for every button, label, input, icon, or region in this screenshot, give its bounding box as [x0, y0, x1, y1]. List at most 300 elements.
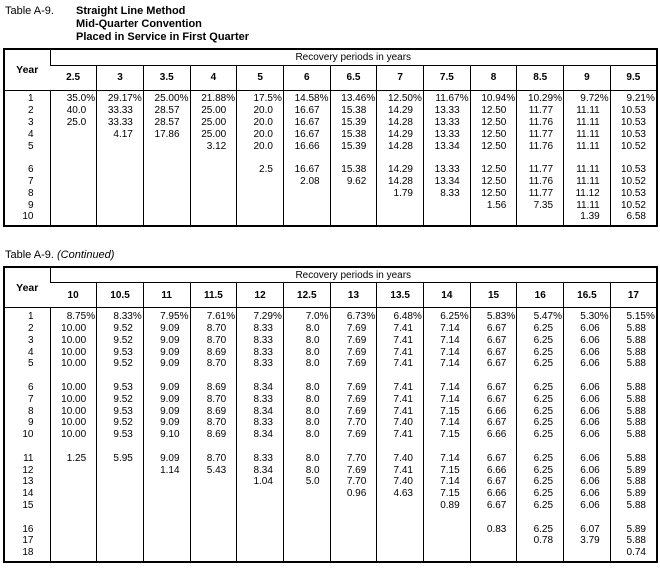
year-cell: 16 — [22, 523, 34, 535]
rate-cell: 9.72% — [564, 93, 611, 105]
rate-cell: 14.29 — [377, 164, 424, 176]
rate-cell: 25.00 — [190, 105, 237, 117]
table-number: Table A-9. — [5, 5, 54, 17]
empty-cell — [470, 223, 517, 226]
year-cell: 12 — [22, 464, 34, 476]
rate-cell — [143, 176, 190, 188]
rate-cell: 8.33 — [237, 452, 284, 464]
rate-cell: 8.33 — [237, 346, 284, 358]
rate-cell — [190, 187, 237, 199]
rate-cell: 20.0 — [237, 140, 284, 152]
empty-cell — [330, 152, 377, 164]
rate-cell: 10.00 — [50, 393, 97, 405]
table-row — [4, 417, 657, 429]
rate-cell: 10.53 — [610, 187, 657, 199]
table-row — [4, 199, 657, 211]
rate-cell — [97, 211, 144, 223]
rate-cell: 9.09 — [143, 382, 190, 394]
rate-cell: 10.53 — [610, 164, 657, 176]
rate-cell: 7.69 — [330, 405, 377, 417]
rate-cell: 7.41 — [377, 358, 424, 370]
title-line-method: Straight Line Method — [76, 5, 186, 17]
rate-cell — [97, 547, 144, 559]
title-line-quarter: Placed in Service in First Quarter — [76, 31, 250, 43]
rate-cell: 11.11 — [564, 199, 611, 211]
table-row — [4, 488, 657, 500]
rate-cell: 6.06 — [564, 429, 611, 441]
rate-cell: 9.09 — [143, 405, 190, 417]
rate-cell: 11.76 — [517, 176, 564, 188]
empty-cell — [190, 152, 237, 164]
rate-cell: 9.21% — [610, 93, 657, 105]
rate-cell: 8.0 — [283, 334, 330, 346]
rate-cell: 5.88 — [610, 358, 657, 370]
rate-cell: 9.09 — [143, 323, 190, 335]
empty-cell — [190, 511, 237, 523]
rate-cell: 6.06 — [564, 452, 611, 464]
table-row — [4, 476, 657, 488]
empty-cell — [237, 511, 284, 523]
year-cell: 9 — [27, 417, 34, 429]
rate-cell: 8.33 — [424, 187, 471, 199]
rate-cell: 2.08 — [283, 176, 330, 188]
rate-cell: 8.70 — [190, 323, 237, 335]
rate-cell — [470, 535, 517, 547]
rate-cell — [143, 535, 190, 547]
rate-cell — [424, 211, 471, 223]
rate-cell — [237, 187, 284, 199]
rate-cell: 8.70 — [190, 393, 237, 405]
rate-cell — [143, 488, 190, 500]
year-cell: 18 — [22, 547, 34, 559]
empty-cell — [190, 223, 237, 226]
rate-cell — [330, 535, 377, 547]
rate-cell: 8.34 — [237, 464, 284, 476]
year-cell: 5 — [27, 140, 34, 152]
year-cell: 14 — [22, 488, 34, 500]
year-cell: 9 — [27, 199, 34, 211]
rate-cell — [190, 488, 237, 500]
rate-cell — [143, 523, 190, 535]
rate-cell: 6.67 — [470, 452, 517, 464]
recovery-period-column-header: 16 — [517, 283, 564, 308]
rate-cell: 8.33 — [237, 417, 284, 429]
rate-cell: 5.88 — [610, 500, 657, 512]
rate-cell: 35.0% — [50, 93, 97, 105]
table-row — [4, 334, 657, 346]
table-row — [4, 382, 657, 394]
rate-cell: 7.14 — [424, 452, 471, 464]
rate-cell — [330, 211, 377, 223]
empty-cell — [283, 370, 330, 382]
rate-cell: 7.15 — [424, 464, 471, 476]
rate-cell: 5.88 — [610, 476, 657, 488]
rate-cell: 8.0 — [283, 452, 330, 464]
recovery-period-column-header: 3 — [97, 65, 144, 90]
rate-cell: 10.00 — [50, 429, 97, 441]
rate-cell: 9.09 — [143, 393, 190, 405]
rate-cell: 5.88 — [610, 393, 657, 405]
rate-cell: 8.69 — [190, 382, 237, 394]
year-cell: 3 — [27, 334, 34, 346]
rate-cell — [143, 199, 190, 211]
rate-cell: 13.34 — [424, 176, 471, 188]
table-row — [4, 346, 657, 358]
recovery-period-column-header: 8 — [470, 65, 517, 90]
empty-cell — [4, 441, 50, 453]
table-row — [4, 211, 657, 223]
rate-cell: 5.88 — [610, 346, 657, 358]
rate-cell: 8.33 — [237, 334, 284, 346]
rate-cell: 6.06 — [564, 382, 611, 394]
rate-cell: 7.61% — [190, 311, 237, 323]
rate-cell — [330, 199, 377, 211]
rate-cell — [237, 488, 284, 500]
year-cell: 5 — [27, 358, 34, 370]
year-column-header: Year — [4, 267, 50, 308]
rate-cell: 12.50 — [470, 187, 517, 199]
rate-cell: 10.52 — [610, 176, 657, 188]
rate-cell: 7.95% — [143, 311, 190, 323]
rate-cell: 14.29 — [377, 128, 424, 140]
recovery-period-column-header: 11 — [143, 283, 190, 308]
rate-cell: 6.67 — [470, 500, 517, 512]
rate-cell — [97, 199, 144, 211]
rate-cell: 6.67 — [470, 334, 517, 346]
rate-cell — [190, 535, 237, 547]
rate-cell: 7.69 — [330, 323, 377, 335]
rate-cell: 8.70 — [190, 358, 237, 370]
rate-cell: 12.50 — [470, 164, 517, 176]
rate-cell: 6.06 — [564, 464, 611, 476]
rate-cell: 8.70 — [190, 417, 237, 429]
empty-cell — [424, 511, 471, 523]
empty-cell — [424, 152, 471, 164]
rate-cell — [50, 547, 97, 559]
rate-cell — [143, 547, 190, 559]
rate-cell: 0.83 — [470, 523, 517, 535]
rate-cell: 7.15 — [424, 405, 471, 417]
year-cell: 8 — [27, 187, 34, 199]
rate-cell: 5.88 — [610, 417, 657, 429]
empty-cell — [190, 370, 237, 382]
recovery-period-column-header: 5 — [237, 65, 284, 90]
rate-cell: 13.46% — [330, 93, 377, 105]
recovery-period-column-header: 6.5 — [330, 65, 377, 90]
rate-cell: 5.89 — [610, 488, 657, 500]
rate-cell: 12.50% — [377, 93, 424, 105]
rate-cell: 7.40 — [377, 417, 424, 429]
rate-cell — [143, 500, 190, 512]
rate-cell: 5.88 — [610, 334, 657, 346]
empty-cell — [283, 152, 330, 164]
rate-cell — [97, 164, 144, 176]
rate-cell: 10.00 — [50, 323, 97, 335]
rate-cell: 10.29% — [517, 93, 564, 105]
rate-cell — [97, 464, 144, 476]
rate-cell: 10.00 — [50, 346, 97, 358]
rate-cell: 6.06 — [564, 488, 611, 500]
rate-cell: 7.41 — [377, 323, 424, 335]
recovery-period-column-header: 7.5 — [424, 65, 471, 90]
rate-cell — [237, 211, 284, 223]
rate-cell: 6.06 — [564, 405, 611, 417]
rate-cell: 21.88% — [190, 93, 237, 105]
rate-cell: 25.00 — [190, 117, 237, 129]
empty-cell — [610, 152, 657, 164]
rate-cell: 13.33 — [424, 128, 471, 140]
rate-cell: 10.00 — [50, 382, 97, 394]
rate-cell — [50, 523, 97, 535]
rate-cell — [377, 535, 424, 547]
rate-cell: 15.38 — [330, 164, 377, 176]
rate-cell: 5.15% — [610, 311, 657, 323]
empty-cell — [470, 559, 517, 562]
year-cell: 6 — [27, 381, 34, 393]
rate-cell — [50, 199, 97, 211]
rate-cell: 14.58% — [283, 93, 330, 105]
rate-cell: 6.25 — [517, 393, 564, 405]
rate-cell: 10.52 — [610, 199, 657, 211]
rate-cell — [50, 464, 97, 476]
rate-cell: 8.0 — [283, 346, 330, 358]
table-row — [4, 140, 657, 152]
rate-cell — [237, 547, 284, 559]
rate-cell: 8.34 — [237, 405, 284, 417]
year-cell: 2 — [27, 105, 34, 117]
rate-cell: 25.00% — [143, 93, 190, 105]
rate-cell: 11.11 — [564, 117, 611, 129]
rate-cell: 5.88 — [610, 535, 657, 547]
empty-cell — [377, 559, 424, 562]
rate-cell: 11.77 — [517, 105, 564, 117]
rate-cell: 7.41 — [377, 346, 424, 358]
rate-cell: 14.28 — [377, 117, 424, 129]
rate-cell: 7.14 — [424, 334, 471, 346]
rate-cell: 5.89 — [610, 464, 657, 476]
spacer-row — [4, 559, 657, 562]
recovery-period-column-header: 17 — [610, 283, 657, 308]
rate-cell: 40.0 — [50, 105, 97, 117]
year-cell: 4 — [27, 346, 34, 358]
rate-cell: 6.66 — [470, 464, 517, 476]
rate-cell: 6.25 — [517, 382, 564, 394]
empty-cell — [143, 559, 190, 562]
year-cell: 1 — [27, 93, 34, 105]
rate-cell — [50, 176, 97, 188]
year-cell: 8 — [27, 405, 34, 417]
table-row — [4, 105, 657, 117]
rate-cell — [424, 523, 471, 535]
rate-cell: 1.04 — [237, 476, 284, 488]
empty-cell — [237, 370, 284, 382]
empty-cell — [97, 370, 144, 382]
rate-cell: 6.06 — [564, 500, 611, 512]
rate-cell: 5.83% — [470, 311, 517, 323]
rate-cell: 6.58 — [610, 211, 657, 223]
rate-cell — [283, 211, 330, 223]
rate-cell — [190, 523, 237, 535]
rate-cell — [50, 476, 97, 488]
rate-cell: 11.77 — [517, 128, 564, 140]
rate-cell: 11.11 — [564, 140, 611, 152]
rate-cell — [237, 500, 284, 512]
rate-cell: 12.50 — [470, 140, 517, 152]
rate-cell: 9.53 — [97, 429, 144, 441]
rate-cell: 7.69 — [330, 393, 377, 405]
rate-cell: 8.33% — [97, 311, 144, 323]
rate-cell — [190, 547, 237, 559]
rate-cell: 10.94% — [470, 93, 517, 105]
year-cell: 7 — [27, 393, 34, 405]
table-row — [4, 117, 657, 129]
rate-cell: 8.0 — [283, 464, 330, 476]
empty-cell — [190, 559, 237, 562]
rate-cell: 8.0 — [283, 382, 330, 394]
empty-cell — [4, 511, 50, 523]
rate-cell: 5.88 — [610, 429, 657, 441]
rate-cell: 6.67 — [470, 393, 517, 405]
empty-cell — [97, 559, 144, 562]
rate-cell — [190, 199, 237, 211]
rate-cell — [377, 547, 424, 559]
empty-cell — [237, 152, 284, 164]
rate-cell — [143, 140, 190, 152]
rate-cell: 9.52 — [97, 334, 144, 346]
empty-cell — [517, 223, 564, 226]
rate-cell: 16.67 — [283, 164, 330, 176]
rate-cell: 5.88 — [610, 382, 657, 394]
rate-cell: 8.0 — [283, 417, 330, 429]
empty-cell — [283, 511, 330, 523]
rate-cell: 16.66 — [283, 140, 330, 152]
empty-cell — [564, 370, 611, 382]
rate-cell: 4.17 — [97, 128, 144, 140]
rate-cell: 8.0 — [283, 358, 330, 370]
rate-cell: 7.69 — [330, 358, 377, 370]
rate-cell — [97, 523, 144, 535]
rate-cell — [377, 211, 424, 223]
empty-cell — [470, 370, 517, 382]
empty-cell — [610, 511, 657, 523]
empty-cell — [143, 370, 190, 382]
rate-cell: 6.07 — [564, 523, 611, 535]
rate-cell: 7.69 — [330, 464, 377, 476]
empty-cell — [564, 152, 611, 164]
rate-cell — [50, 211, 97, 223]
rate-cell: 6.67 — [470, 346, 517, 358]
rate-cell — [470, 211, 517, 223]
rate-cell: 6.25 — [517, 464, 564, 476]
year-cell: 6 — [27, 164, 34, 176]
rate-cell — [143, 211, 190, 223]
table-row — [4, 547, 657, 559]
rate-cell: 11.77 — [517, 164, 564, 176]
rate-cell: 7.40 — [377, 452, 424, 464]
rate-cell — [283, 535, 330, 547]
empty-cell — [4, 559, 50, 562]
recovery-period-column-header: 4 — [190, 65, 237, 90]
rate-cell: 8.69 — [190, 429, 237, 441]
rate-cell: 10.52 — [610, 140, 657, 152]
year-cell: 10 — [22, 429, 34, 441]
rate-cell: 15.39 — [330, 117, 377, 129]
rate-cell: 16.67 — [283, 117, 330, 129]
empty-cell — [564, 559, 611, 562]
empty-cell — [424, 559, 471, 562]
rate-cell: 8.69 — [190, 405, 237, 417]
empty-cell — [377, 223, 424, 226]
rate-cell: 7.41 — [377, 429, 424, 441]
group-gap-row — [4, 511, 657, 523]
rate-cell: 7.14 — [424, 346, 471, 358]
rate-cell: 6.25% — [424, 311, 471, 323]
empty-cell — [517, 370, 564, 382]
rate-cell — [283, 547, 330, 559]
rate-cell: 7.14 — [424, 476, 471, 488]
rate-cell — [517, 211, 564, 223]
rate-cell: 9.53 — [97, 405, 144, 417]
rate-cell: 8.70 — [190, 334, 237, 346]
rate-cell — [97, 500, 144, 512]
empty-cell — [50, 152, 97, 164]
rate-cell: 14.28 — [377, 140, 424, 152]
recovery-period-column-header: 12.5 — [283, 283, 330, 308]
rate-cell: 6.25 — [517, 429, 564, 441]
rate-cell — [97, 187, 144, 199]
recovery-period-column-header: 9.5 — [610, 65, 657, 90]
empty-cell — [330, 223, 377, 226]
empty-cell — [330, 511, 377, 523]
rate-cell: 8.0 — [283, 393, 330, 405]
rate-cell: 8.70 — [190, 452, 237, 464]
recovery-period-column-header: 14 — [424, 283, 471, 308]
continued-table-number: Table A-9. — [5, 248, 54, 261]
rate-cell: 6.06 — [564, 393, 611, 405]
rate-cell: 11.11 — [564, 164, 611, 176]
rate-cell — [424, 547, 471, 559]
table-row — [4, 187, 657, 199]
rate-cell: 5.88 — [610, 452, 657, 464]
rate-cell: 6.25 — [517, 417, 564, 429]
recovery-period-column-header: 2.5 — [50, 65, 97, 90]
rate-cell: 8.69 — [190, 346, 237, 358]
rate-cell: 16.67 — [283, 105, 330, 117]
empty-cell — [97, 223, 144, 226]
rate-cell: 9.52 — [97, 417, 144, 429]
rate-cell: 0.78 — [517, 535, 564, 547]
rate-cell: 7.41 — [377, 405, 424, 417]
rate-cell: 5.47% — [517, 311, 564, 323]
rate-cell: 1.14 — [143, 464, 190, 476]
empty-cell — [143, 511, 190, 523]
rate-cell: 7.14 — [424, 417, 471, 429]
rate-cell: 9.09 — [143, 417, 190, 429]
rate-cell: 7.29% — [237, 311, 284, 323]
rate-cell: 1.25 — [50, 452, 97, 464]
rate-cell: 3.79 — [564, 535, 611, 547]
rate-cell: 15.38 — [330, 128, 377, 140]
rate-cell: 12.50 — [470, 128, 517, 140]
rate-cell: 6.25 — [517, 334, 564, 346]
rate-cell — [377, 199, 424, 211]
rate-cell: 11.76 — [517, 117, 564, 129]
rate-cell — [97, 140, 144, 152]
rate-cell: 8.33 — [237, 393, 284, 405]
rate-cell: 6.06 — [564, 334, 611, 346]
rate-cell: 6.67 — [470, 382, 517, 394]
rate-cell — [424, 535, 471, 547]
